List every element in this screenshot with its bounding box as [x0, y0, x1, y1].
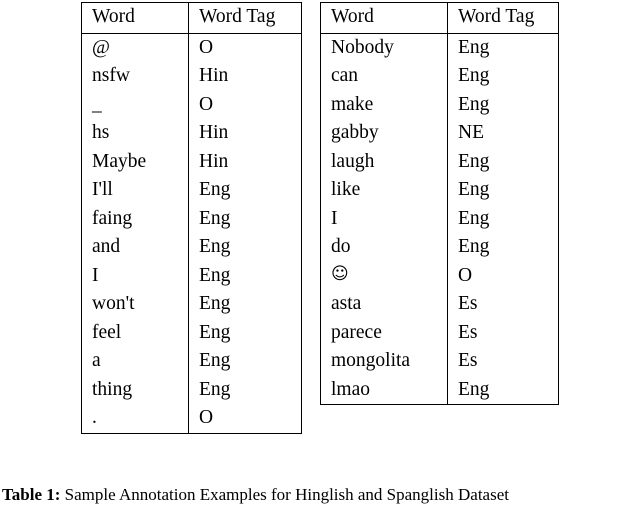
caption-text: Sample Annotation Examples for Hinglish and Spanglish Dataset: [64, 484, 509, 504]
cell-word-tag: O: [448, 262, 559, 291]
cell-word-tag: Eng: [189, 233, 302, 262]
cell-word-tag: NE: [448, 119, 559, 148]
table-body: [82, 33, 302, 433]
column-header-word-tag: Word Tag: [448, 3, 559, 34]
cell-word: asta: [321, 290, 448, 319]
cell-word-tag: Es: [448, 319, 559, 348]
table-row: [82, 376, 302, 405]
table-row: [82, 347, 302, 376]
caption-label: Table 1:: [2, 484, 61, 504]
table-header: [321, 3, 559, 34]
cell-word-tag: Eng: [448, 91, 559, 120]
table-row: [321, 62, 559, 91]
table-body: [321, 33, 559, 405]
cell-word-tag: Eng: [448, 62, 559, 91]
table-row: [82, 319, 302, 348]
cell-word: thing: [82, 376, 189, 405]
table-row: [321, 205, 559, 234]
cell-word: .: [82, 404, 189, 433]
cell-word: and: [82, 233, 189, 262]
cell-word-tag: Eng: [189, 376, 302, 405]
table-row: [82, 62, 302, 91]
cell-word: lmao: [321, 376, 448, 405]
table-row: [321, 262, 559, 291]
cell-word: I: [321, 205, 448, 234]
cell-word: like: [321, 176, 448, 205]
cell-word-tag: Eng: [189, 319, 302, 348]
hinglish-table: [81, 2, 302, 434]
cell-word-tag: Eng: [189, 347, 302, 376]
cell-word-tag: Eng: [448, 148, 559, 177]
cell-word-tag: Hin: [189, 148, 302, 177]
table-row: [82, 119, 302, 148]
table-row: [82, 148, 302, 177]
cell-word-tag: Eng: [448, 176, 559, 205]
table-row: [321, 119, 559, 148]
cell-word: do: [321, 233, 448, 262]
table-row: [321, 290, 559, 319]
cell-word: @: [82, 33, 189, 62]
table-row: [321, 233, 559, 262]
cell-word-tag: O: [189, 91, 302, 120]
cell-word-tag: Eng: [189, 176, 302, 205]
table-row: [82, 233, 302, 262]
cell-word: Nobody: [321, 33, 448, 62]
cell-word: parece: [321, 319, 448, 348]
cell-word-emoji: ☺: [321, 262, 448, 291]
column-header-word: Word: [82, 3, 189, 34]
cell-word: make: [321, 91, 448, 120]
cell-word-tag: O: [189, 404, 302, 433]
table-row: [82, 205, 302, 234]
cell-word: can: [321, 62, 448, 91]
cell-word-tag: Es: [448, 290, 559, 319]
header-row: [82, 3, 302, 34]
table-row: [321, 148, 559, 177]
cell-word: a: [82, 347, 189, 376]
table-row: [321, 319, 559, 348]
table-row: [82, 33, 302, 62]
table-row: [321, 91, 559, 120]
cell-word-tag: Eng: [448, 233, 559, 262]
cell-word-tag: Eng: [189, 262, 302, 291]
cell-word-tag: Eng: [448, 33, 559, 62]
cell-word-tag: Eng: [448, 205, 559, 234]
cell-word-tag: O: [189, 33, 302, 62]
cell-word: _: [82, 91, 189, 120]
table-caption: [0, 485, 640, 505]
cell-word: mongolita: [321, 347, 448, 376]
table-row: [321, 33, 559, 62]
cell-word: I: [82, 262, 189, 291]
cell-word: feel: [82, 319, 189, 348]
table-row: [321, 376, 559, 405]
cell-word-tag: Hin: [189, 62, 302, 91]
table-row: [82, 404, 302, 433]
cell-word-tag: Eng: [189, 290, 302, 319]
cell-word: laugh: [321, 148, 448, 177]
table-row: [82, 262, 302, 291]
cell-word: Maybe: [82, 148, 189, 177]
cell-word: nsfw: [82, 62, 189, 91]
header-row: [321, 3, 559, 34]
table-row: [82, 176, 302, 205]
column-header-word-tag: Word Tag: [189, 3, 302, 34]
cell-word: I'll: [82, 176, 189, 205]
cell-word-tag: Eng: [448, 376, 559, 405]
cell-word: hs: [82, 119, 189, 148]
cell-word: gabby: [321, 119, 448, 148]
table-row: [82, 290, 302, 319]
table-row: [321, 176, 559, 205]
table-row: [82, 91, 302, 120]
cell-word: faing: [82, 205, 189, 234]
cell-word-tag: Eng: [189, 205, 302, 234]
cell-word-tag: Es: [448, 347, 559, 376]
spanglish-table: [320, 2, 559, 405]
table-header: [82, 3, 302, 34]
table-row: [321, 347, 559, 376]
cell-word: won't: [82, 290, 189, 319]
cell-word-tag: Hin: [189, 119, 302, 148]
column-header-word: Word: [321, 3, 448, 34]
